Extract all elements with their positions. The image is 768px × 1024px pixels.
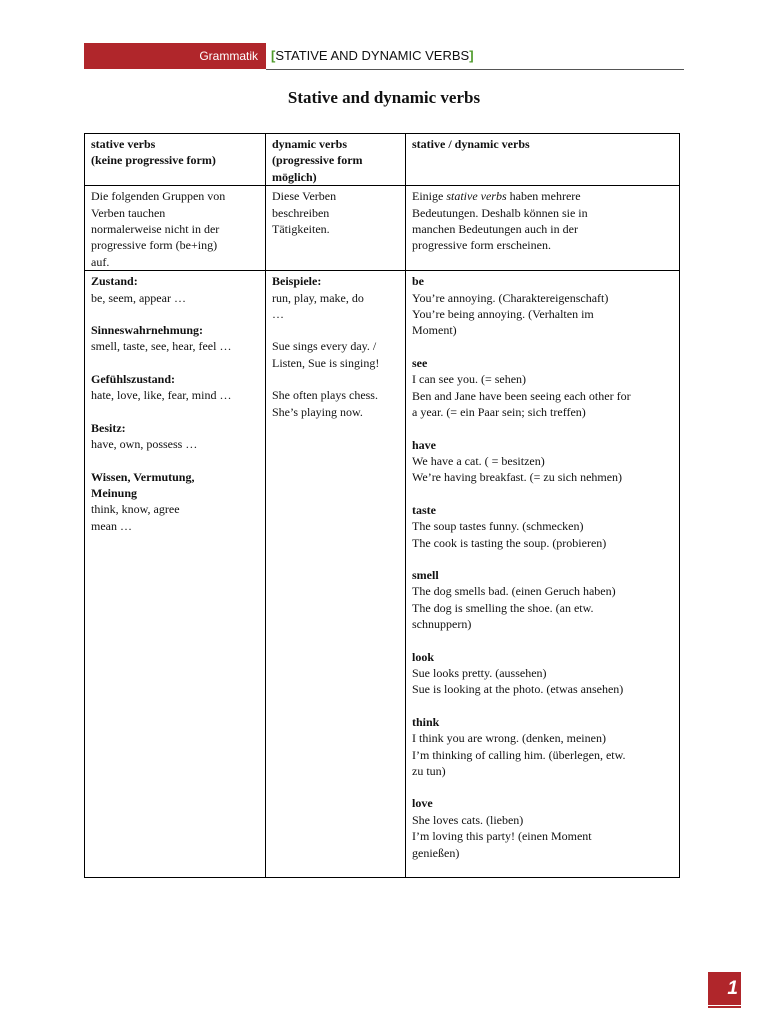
page-title: Stative and dynamic verbs: [287, 88, 481, 107]
intro-line-mixed: [412, 188, 674, 204]
group-heading: Zustand:: [91, 274, 138, 289]
group-heading: Besitz:: [91, 420, 126, 435]
verb-example: I think you are wrong. (denken, meinen): [412, 731, 606, 746]
col1-header: [85, 134, 266, 186]
verb-example: The dog smells bad. (einen Geruch haben): [412, 584, 616, 599]
table-intro-row: [85, 186, 680, 271]
header-title: [271, 43, 474, 69]
verb-heading: taste: [412, 502, 436, 517]
group-item: hate, love, like, fear, mind …: [91, 388, 232, 403]
header-bracket-open: [: [271, 48, 276, 63]
verb-example: We have a cat. ( = besitzen): [412, 453, 545, 468]
verb-heading: look: [412, 649, 435, 664]
intro-line: normalerweise nicht in der: [91, 222, 220, 237]
verb-example: Ben and Jane have been seeing each other for: [412, 388, 631, 403]
verb-example: The soup tastes funny. (schmecken): [412, 519, 584, 534]
verb-example: I can see you. (= sehen): [412, 372, 527, 387]
intro-line: beschreiben: [272, 205, 330, 220]
verb-example: schnuppern): [412, 617, 472, 632]
header-bracket-close: ]: [469, 48, 474, 63]
verb-example: genießen): [412, 845, 460, 860]
col3-intro: [406, 186, 680, 271]
verb-example: You’re annoying. (Charaktereigenschaft): [412, 290, 609, 305]
page-number-rule: [708, 1005, 741, 1006]
verb-example: zu tun): [412, 764, 446, 778]
group-item: smell, taste, see, hear, feel …: [91, 339, 232, 354]
col2-header-line: (progressive form: [272, 153, 363, 168]
col3-header: [406, 134, 680, 186]
intro-line: Die folgenden Gruppen von: [91, 189, 226, 204]
verb-example: Moment): [412, 323, 457, 338]
dynamic-examples-cell: [266, 271, 406, 878]
col3-header-line: stative / dynamic verbs: [412, 137, 530, 151]
verb-heading: have: [412, 437, 436, 452]
verb-example: We’re having breakfast. (= zu sich nehmen): [412, 470, 623, 485]
page-number: 1: [727, 978, 738, 999]
table-header-row: [85, 134, 680, 186]
example-line: She often plays chess.: [272, 388, 378, 403]
intro-suffix: haben mehrere: [509, 189, 581, 204]
intro-italic-term: stative verbs: [446, 189, 507, 204]
example-line: …: [272, 307, 284, 322]
example-line: run, play, make, do: [272, 290, 364, 305]
col2-header-line: dynamic verbs: [272, 137, 347, 151]
example-line: Sue sings every day. /: [272, 339, 377, 354]
stative-groups-cell: [85, 271, 266, 878]
col2-header: [266, 134, 406, 186]
verb-example: She loves cats. (lieben): [412, 812, 524, 827]
examples-heading: Beispiele:: [272, 274, 322, 289]
intro-line: Bedeutungen. Deshalb können sie in: [412, 205, 588, 220]
group-heading: Sinneswahrnehmung:: [91, 323, 204, 338]
verb-heading: love: [412, 796, 433, 811]
intro-line: manchen Bedeutungen auch in der: [412, 222, 578, 237]
verbs-table: [84, 133, 680, 878]
verb-example: I’m thinking of calling him. (überlegen, etw.: [412, 747, 626, 762]
group-item: think, know, agree: [91, 502, 180, 517]
intro-line: progressive form erscheinen.: [412, 238, 551, 253]
group-heading: Gefühlszustand:: [91, 371, 176, 386]
intro-line: Verben tauchen: [91, 205, 166, 220]
col2-header-line: möglich): [272, 169, 317, 184]
verb-heading: be: [412, 274, 424, 289]
header-section-label: Grammatik: [199, 49, 258, 63]
intro-line: Tätigkeiten.: [272, 222, 330, 237]
group-item: mean …: [91, 518, 132, 533]
intro-line: Diese Verben: [272, 189, 337, 204]
verb-example: The dog is smelling the shoe. (an etw.: [412, 600, 594, 615]
group-heading: Wissen, Vermutung,: [91, 469, 195, 484]
intro-line: auf.: [91, 254, 110, 269]
verb-heading: smell: [412, 567, 439, 582]
example-line: She’s playing now.: [272, 404, 363, 419]
group-item: have, own, possess …: [91, 437, 198, 452]
verb-heading: think: [412, 714, 440, 729]
verb-example: I’m loving this party! (einen Moment: [412, 829, 592, 844]
col2-intro: [266, 186, 406, 271]
col1-header-line: (keine progressive form): [91, 153, 216, 168]
header-rule: [266, 69, 684, 70]
header-title-text: STATIVE AND DYNAMIC VERBS: [275, 48, 470, 63]
group-heading: Meinung: [91, 485, 138, 500]
verb-heading: see: [412, 355, 428, 370]
verb-example: Sue looks pretty. (aussehen): [412, 665, 547, 680]
table-body-row: [85, 271, 680, 878]
verb-example: a year. (= ein Paar sein; sich treffen): [412, 405, 586, 420]
stative-dynamic-cell: [406, 271, 680, 878]
col1-intro: [85, 186, 266, 271]
col1-header-line: stative verbs: [91, 137, 156, 151]
group-item: be, seem, appear …: [91, 290, 186, 305]
example-line: Listen, Sue is singing!: [272, 355, 380, 370]
verb-example: The cook is tasting the soup. (probieren): [412, 535, 607, 550]
verb-example: Sue is looking at the photo. (etwas ansehen): [412, 682, 624, 697]
intro-line: progressive form (be+ing): [91, 238, 218, 253]
intro-prefix: Einige: [412, 189, 444, 204]
verb-example: You’re being annoying. (Verhalten im: [412, 307, 594, 322]
